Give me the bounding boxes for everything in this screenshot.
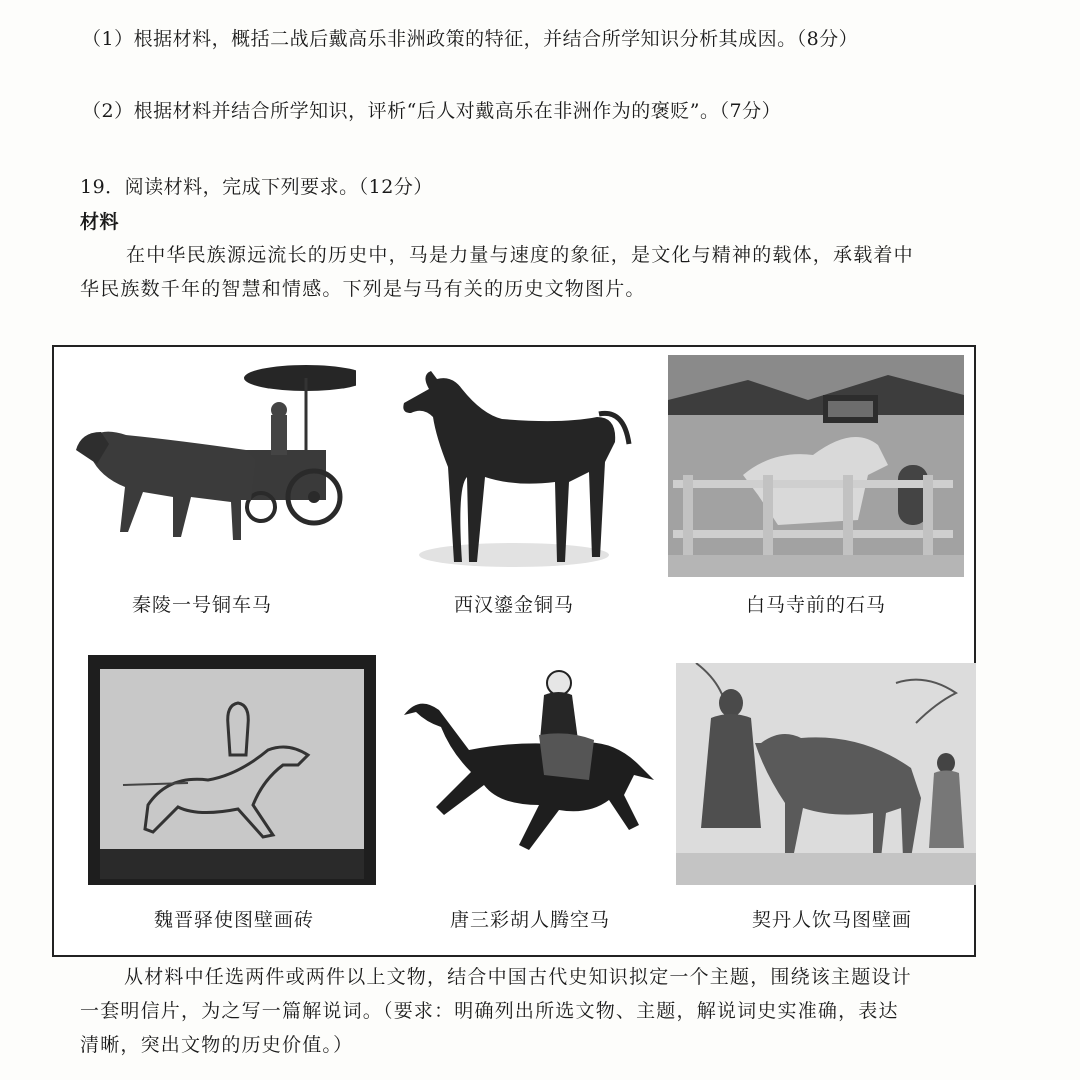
caption-bronze-chariot: 秦陵一号铜车马 [131,594,272,616]
tang-sancai-horse-image [394,665,666,865]
artifact-figure-frame [52,345,976,957]
intro-line-1: 在中华民族源远流长的历史中，马是力量与速度的象征，是文化与精神的载体，承载着中 [126,244,914,266]
courier-mural-brick-image [88,655,376,885]
caption-courier-brick: 魏晋驿使图壁画砖 [153,909,314,931]
task-line-1: 从材料中任选两件或两件以上文物，结合中国古代史知识拟定一个主题，围绕该主题设计 [124,966,912,988]
question-19-task [80,960,1000,1062]
stone-horse-image [668,355,964,577]
question-2: （2）根据材料并结合所学知识，评析“后人对戴高乐在非洲作为的褒贬”。（7分） [82,100,782,122]
material-label: 材料 [80,211,120,233]
gilded-bronze-horse-image [389,359,639,574]
intro-line-2: 华民族数千年的智慧和情感。下列是与马有关的历史文物图片。 [80,278,646,300]
task-line-2: 一套明信片，为之写一篇解说词。（要求：明确列出所选文物、主题，解说词史实准确，表达 [80,1000,899,1022]
question-1: （1）根据材料，概括二战后戴高乐非洲政策的特征，并结合所学知识分析其成因。（8分） [82,28,859,50]
bronze-chariot-image [66,355,356,565]
material-intro [80,238,980,306]
caption-gilded-horse: 西汉鎏金铜马 [453,594,574,616]
task-line-3: 清晰，突出文物的历史价值。） [80,1034,354,1056]
question-19-heading: 19．阅读材料，完成下列要求。（12分） [80,176,433,198]
caption-tang-horse: 唐三彩胡人腾空马 [449,909,610,931]
khitan-mural-image [676,663,976,885]
caption-stone-horse: 白马寺前的石马 [745,594,886,616]
caption-khitan-mural: 契丹人饮马图壁画 [751,909,912,931]
